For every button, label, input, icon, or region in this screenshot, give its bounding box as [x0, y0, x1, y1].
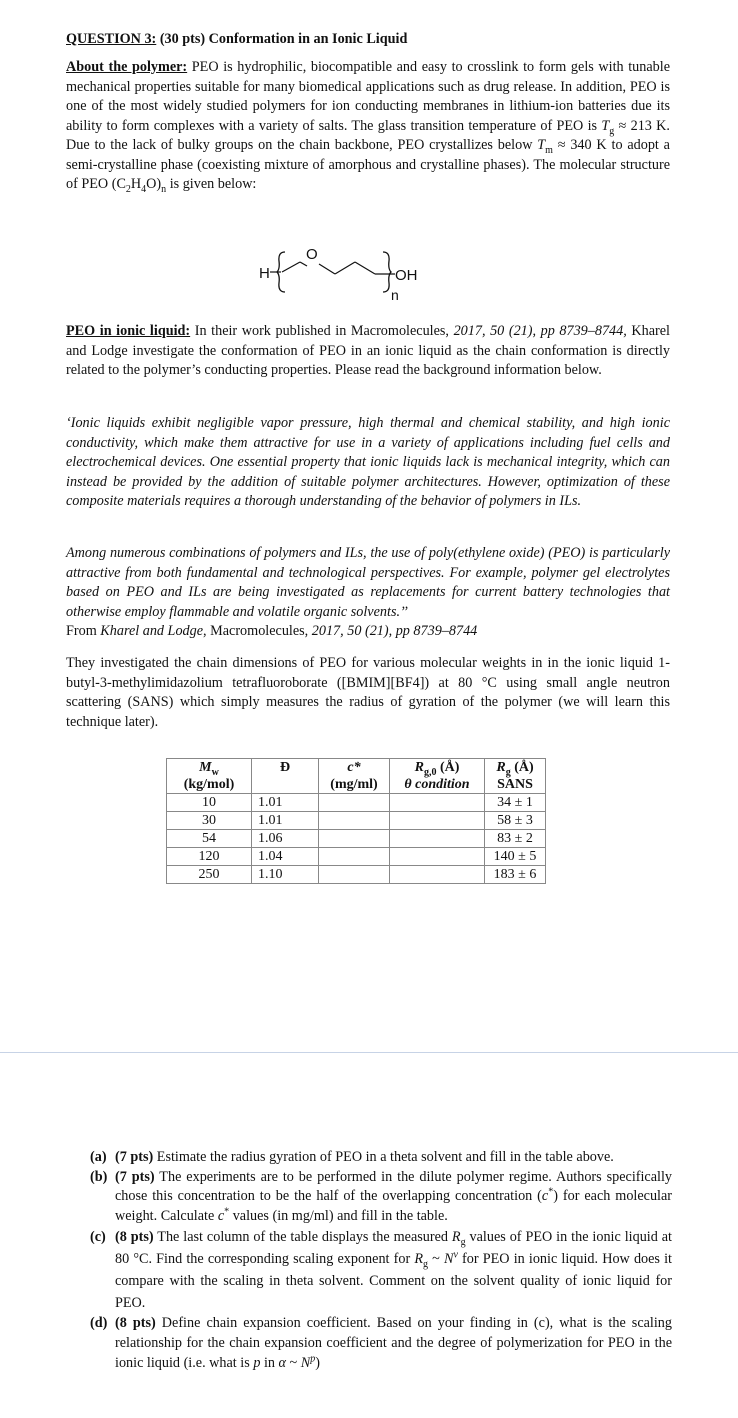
header-dispersity: Đ [252, 759, 319, 794]
about-text: ≈ 340 K to adopt a semi-crystalline phase (coexisting mixture of amorphous and crystalline phases). The molecular structure of PEO (C [66, 137, 670, 192]
quote-authors: Kharel and Lodge [100, 623, 204, 639]
header-text: M [199, 760, 212, 775]
header-mw [167, 759, 252, 794]
n-symbol: N [443, 1251, 454, 1268]
cstar-symbol: c [541, 1188, 549, 1205]
question-text: ) for each molecular weight. Calculate [115, 1188, 673, 1224]
question-a [90, 1148, 672, 1168]
about-text: is given below: [166, 176, 257, 192]
question-label: (b) [90, 1168, 108, 1185]
header-text: (Å) [436, 760, 460, 775]
alpha-symbol: α [278, 1354, 286, 1371]
about-polymer-paragraph [66, 58, 670, 195]
cell-cstar[interactable] [319, 794, 390, 812]
question-text: for PEO in ionic liquid. How does it compare with the scaling in theta solvent. Comment on the solvent quality of ionic liquid for PEO. [115, 1251, 672, 1312]
about-text: H [130, 176, 142, 192]
about-heading: About the polymer: [66, 59, 188, 75]
header-sub: w [211, 766, 219, 778]
table-header-row [167, 759, 546, 794]
molecule-h-label: H [259, 265, 270, 282]
header-sub: g,0 [423, 766, 437, 778]
cell-rg: 34 ± 1 [485, 794, 546, 812]
cell-d: 1.01 [252, 794, 319, 812]
cell-rg0[interactable] [390, 794, 485, 812]
cstar-symbol: c [217, 1207, 225, 1224]
question-text: values (in mg/ml) and fill in the table. [229, 1207, 448, 1224]
about-text: O) [146, 176, 162, 192]
header-text: (Å) [510, 760, 534, 775]
question-text: The experiments are to be performed in the dilute polymer regime. Authors specifically chose this concentration to be the half of the overlapping concentration ( [115, 1168, 672, 1205]
question-list [90, 1148, 672, 1373]
peo-il-text: In their work published in Macromolecules, [190, 323, 454, 339]
about-text: PEO is hydrophilic, biocompatible and easy to crosslink to form gels with tunable mechanical properties suitable for many biomedical applications such as drug release. In addition, PEO is one of the most widely studied polymers for ion conducting membranes in lithium-ion batteries due its ability to form complexes with a variety of salts. The glass transition temperature of PEO is [66, 59, 670, 134]
tg-subscript: g [609, 125, 615, 137]
formula-subscript: 4 [141, 183, 147, 195]
cell-rg0[interactable] [390, 830, 485, 848]
molecule-n-label: n [391, 287, 399, 303]
quote-paragraph-2 [66, 544, 670, 642]
peo-ionic-liquid-paragraph [66, 322, 670, 381]
question-label: (d) [90, 1315, 108, 1332]
quote-reference: 2017, 50 (21), pp 8739–8744 [311, 623, 478, 639]
peo-il-heading: PEO in ionic liquid: [66, 323, 191, 339]
cell-cstar[interactable] [319, 848, 390, 866]
investigation-paragraph: They investigated the chain dimensions of PEO for various molecular weights in in the ionic liquid 1-butyl-3-methylimidazolium tetrafluoroborate ([BMIM][BF4]) at 80 °C using small angle neutron scattering (SANS) which simply measures the radius of gyration of the polymer (we will learn this technique later). [66, 655, 670, 730]
question-points: (7 pts) [115, 1168, 155, 1185]
right-bracket [383, 252, 391, 292]
header-text: R [414, 760, 424, 775]
tilde: ~ [428, 1251, 444, 1268]
header-text: c* [347, 760, 361, 775]
cell-mw: 250 [167, 866, 252, 884]
page-divider [0, 1052, 738, 1053]
header-sub: g [505, 766, 511, 778]
cell-d: 1.01 [252, 812, 319, 830]
table-row [167, 866, 546, 884]
header-cstar [319, 759, 390, 794]
header-text: θ condition [404, 777, 470, 792]
header-text: SANS [497, 777, 533, 792]
question-points: (8 pts) [115, 1315, 156, 1332]
question-title [66, 30, 407, 48]
nu-sup: ν [453, 1249, 458, 1261]
peo-molecular-structure [255, 228, 475, 308]
question-points: (8 pts) [115, 1229, 154, 1246]
cstar-sup: * [548, 1186, 554, 1198]
question-text: ) [315, 1354, 320, 1371]
n-symbol: N [300, 1354, 311, 1371]
cell-d: 1.04 [252, 848, 319, 866]
quote-text: Among numerous combinations of polymers and ILs, the use of poly(ethylene oxide) (PEO) is particularly attractive from both fundamental and technological perspectives. For example, polymer gel electrolytes based on PEO and ILs are being investigated as replacements for current battery technologies that otherwise employ flammable and volatile organic solvents.’’ [66, 545, 670, 620]
cell-cstar[interactable] [319, 866, 390, 884]
header-text: R [496, 760, 506, 775]
rg-sub: g [460, 1237, 466, 1249]
question-heading: (30 pts) Conformation in an Ionic Liquid [159, 31, 408, 47]
cell-d: 1.10 [252, 866, 319, 884]
question-c [90, 1226, 672, 1314]
question-text: in [260, 1354, 279, 1371]
quote-paragraph-1: ‘Ionic liquids exhibit negligible vapor pressure, high thermal and chemical stability, and high ionic conductivity, which make them attractive for use in a variety of applications including fuel cells and electrochemical devices. One essential property that ionic liquids lack is mechanical integrity, which can instead be provided by the addition of suitable polymer architectures. However, optimization of these composite materials requires a thorough understanding of the behavior of polymers in ILs. [66, 415, 670, 509]
molecule-oh-label: OH [395, 267, 418, 284]
question-number: QUESTION 3: [66, 31, 157, 47]
question-text: values of PEO in the ionic liquid at 80 °C. Find the corresponding scaling exponent for [115, 1229, 672, 1268]
cell-mw: 54 [167, 830, 252, 848]
quote-source: From [66, 623, 101, 639]
cell-rg0[interactable] [390, 812, 485, 830]
table-row [167, 848, 546, 866]
table-row [167, 830, 546, 848]
cell-rg: 140 ± 5 [485, 848, 546, 866]
tm-subscript: m [545, 144, 553, 156]
cell-mw: 30 [167, 812, 252, 830]
table-row [167, 812, 546, 830]
cell-d: 1.06 [252, 830, 319, 848]
cell-cstar[interactable] [319, 812, 390, 830]
rg-symbol: R [414, 1251, 423, 1268]
formula-subscript: n [161, 183, 167, 195]
header-rg0 [390, 759, 485, 794]
cell-rg: 58 ± 3 [485, 812, 546, 830]
question-label: (a) [90, 1149, 107, 1165]
question-d [90, 1314, 672, 1373]
question-text: The last column of the table displays the measured [153, 1229, 452, 1246]
cell-rg: 183 ± 6 [485, 866, 546, 884]
tilde: ~ [286, 1354, 301, 1371]
cell-cstar[interactable] [319, 830, 390, 848]
cell-mw: 120 [167, 848, 252, 866]
cstar-sup: * [224, 1206, 230, 1218]
question-points: (7 pts) [115, 1149, 154, 1165]
peo-data-table [166, 758, 546, 884]
question-text: Define chain expansion coefficient. Based on your finding in (c), what is the scaling relationship for the chain expansion coefficient and the degree of polymerization for PEO in the ionic liquid (i.e. what is [115, 1315, 672, 1371]
p-symbol: p [253, 1354, 261, 1371]
question-label: (c) [90, 1229, 106, 1246]
formula-subscript: 2 [125, 183, 131, 195]
rg-symbol: R [451, 1229, 461, 1246]
question-text: Estimate the radius gyration of PEO in a theta solvent and fill in the table above. [153, 1149, 614, 1165]
cell-mw: 10 [167, 794, 252, 812]
header-text: (mg/ml) [330, 777, 378, 792]
header-text: (kg/mol) [183, 777, 235, 792]
quote-source: , Macromolecules, [203, 623, 312, 639]
question-b [90, 1168, 672, 1227]
cell-rg: 83 ± 2 [485, 830, 546, 848]
rg-sub: g [423, 1259, 428, 1271]
p-sup: p [310, 1352, 316, 1364]
cell-rg0[interactable] [390, 848, 485, 866]
about-text: ≈ 213 K. Due to the lack of bulky groups on the chain backbone, PEO crystallizes below [66, 117, 670, 153]
molecule-o-label: O [306, 246, 318, 263]
tg-symbol: T [601, 117, 610, 134]
peo-il-citation: 2017, 50 (21), pp 8739–8744, [453, 323, 627, 339]
tm-symbol: T [537, 137, 546, 153]
table-row [167, 794, 546, 812]
cell-rg0[interactable] [390, 866, 485, 884]
peo-il-text: Kharel and Lodge investigate the conformation of PEO in an ionic liquid as the chain conformation is directly related to the polymer’s conducting properties. Please read the background information below. [66, 323, 670, 378]
header-rg [485, 759, 546, 794]
